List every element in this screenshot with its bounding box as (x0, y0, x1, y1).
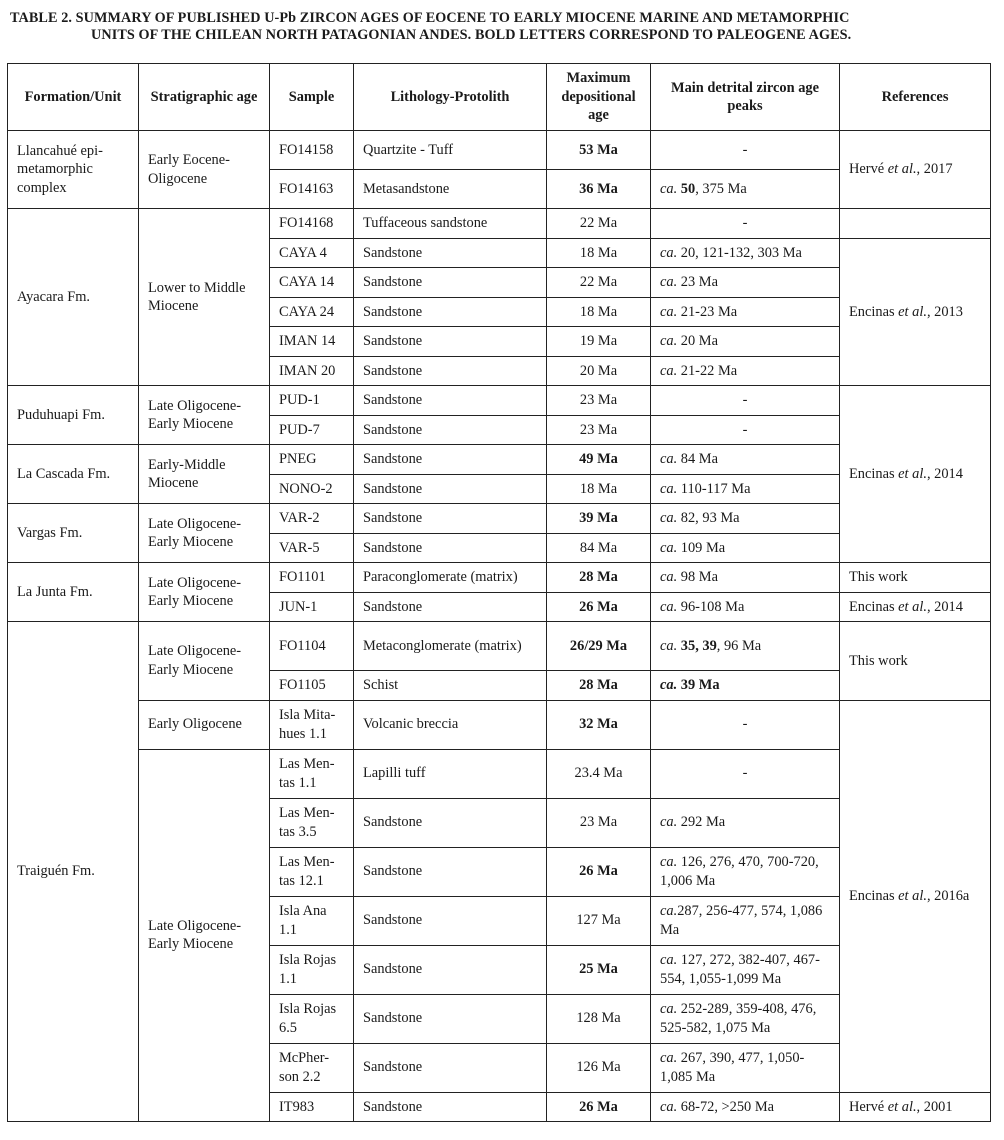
lithology-cell: Sandstone (354, 386, 547, 416)
lithology-cell: Sandstone (354, 238, 547, 268)
lithology-cell: Sandstone (354, 474, 547, 504)
ca-label: ca. (660, 274, 678, 290)
peaks-cell: - (651, 749, 840, 798)
peaks-text: 84 Ma (677, 451, 718, 467)
lithology-cell: Tuffaceous sandstone (354, 209, 547, 239)
peaks-text: 68-72, >250 Ma (677, 1098, 775, 1115)
max-age-cell: 19 Ma (547, 327, 651, 357)
peaks-text: 20 Ma (677, 333, 718, 349)
sample-cell: VAR-5 (270, 533, 354, 563)
ca-label: ca. (660, 480, 678, 497)
strat-age-cell: Lower to Middle Miocene (139, 209, 270, 386)
peaks-text: 21-23 Ma (677, 303, 738, 320)
formation-cell: Puduhuapi Fm. (8, 386, 139, 445)
ca-label: ca. (660, 539, 678, 556)
sample-cell: FO1101 (270, 563, 354, 593)
max-age-cell: 84 Ma (547, 533, 651, 563)
formation-cell: Ayacara Fm. (8, 209, 139, 386)
ref-year: , 2001 (916, 1098, 953, 1115)
peaks-rest: , 375 Ma (695, 180, 747, 197)
max-age-cell: 127 Ma (547, 896, 651, 945)
reference-cell (840, 131, 991, 209)
peaks-cell (651, 1092, 840, 1122)
lithology-cell: Metaconglomerate (matrix) (354, 622, 547, 671)
max-age-cell: 36 Ma (547, 170, 651, 209)
max-age-cell: 26 Ma (547, 847, 651, 896)
caption-line-1: TABLE 2. SUMMARY OF PUBLISHED U-Pb ZIRCON AGES OF EOCENE TO EARLY MIOCENE MARINE AND METAMORPHIC (10, 10, 850, 26)
peaks-cell: - (651, 415, 840, 445)
ca-label: ca. (660, 1001, 678, 1017)
table-row (8, 700, 991, 749)
header-sample: Sample (270, 64, 354, 131)
sample-cell: VAR-2 (270, 504, 354, 534)
ca-label: ca. (660, 903, 678, 919)
peaks-text: 267, 390, 477, 1,050-1,085 Ma (660, 1050, 805, 1085)
sample-cell: Las Men-tas 12.1 (270, 847, 354, 896)
sample-cell: CAYA 14 (270, 268, 354, 298)
peaks-cell (651, 238, 840, 268)
peaks-bold: 50 (680, 180, 696, 197)
header-max-depositional-age: Maximum depositional age (547, 64, 651, 131)
peaks-cell (651, 563, 840, 593)
max-age-cell: 23 Ma (547, 415, 651, 445)
ca-label: ca. (660, 854, 678, 870)
lithology-cell: Sandstone (354, 268, 547, 298)
lithology-cell: Sandstone (354, 356, 547, 386)
max-age-cell: 18 Ma (547, 238, 651, 268)
ref-author: Encinas (849, 303, 895, 320)
peaks-cell: - (651, 131, 840, 170)
reference-cell (840, 386, 991, 563)
formation-cell: Traiguén Fm. (8, 622, 139, 1122)
peaks-cell (651, 170, 840, 209)
ref-author: Hervé (849, 1098, 885, 1115)
peaks-text: 109 Ma (677, 539, 726, 556)
peaks-cell (651, 945, 840, 994)
sample-cell: IT983 (270, 1092, 354, 1122)
peaks-cell (651, 474, 840, 504)
lithology-cell: Metasandstone (354, 170, 547, 209)
reference-cell-empty (840, 209, 991, 239)
max-age-cell: 23 Ma (547, 386, 651, 416)
sample-cell: FO1104 (270, 622, 354, 671)
max-age-cell: 23.4 Ma (547, 749, 651, 798)
ref-et-al: et al. (887, 161, 917, 178)
lithology-cell: Sandstone (354, 896, 547, 945)
reference-cell: This work (840, 563, 991, 593)
table-row (8, 386, 991, 416)
max-age-cell: 126 Ma (547, 1043, 651, 1092)
formation-cell: Vargas Fm. (8, 504, 139, 563)
max-age-cell: 20 Ma (547, 356, 651, 386)
peaks-cell: - (651, 700, 840, 749)
header-lithology: Lithology-Protolith (354, 64, 547, 131)
peaks-cell (651, 356, 840, 386)
lithology-cell: Quartzite - Tuff (354, 131, 547, 170)
peaks-cell (651, 1043, 840, 1092)
strat-age-cell: Late Oligocene-Early Miocene (139, 622, 270, 701)
sample-cell: Isla Rojas 6.5 (270, 994, 354, 1043)
peaks-cell (651, 297, 840, 327)
sample-cell: CAYA 24 (270, 297, 354, 327)
max-age-cell: 28 Ma (547, 563, 651, 593)
peaks-text: 20, 121-132, 303 Ma (677, 244, 802, 261)
max-age-cell: 128 Ma (547, 994, 651, 1043)
peaks-text: 292 Ma (677, 814, 726, 831)
sample-cell: Isla Rojas 1.1 (270, 945, 354, 994)
ref-year: , 2014 (926, 598, 963, 615)
table-caption (10, 10, 994, 44)
sample-cell: FO1105 (270, 671, 354, 701)
ca-label: ca. (660, 637, 678, 654)
table-row (8, 131, 991, 170)
ref-author: Encinas (849, 887, 895, 904)
peaks-cell (651, 798, 840, 847)
ref-author: Encinas (849, 598, 895, 615)
peaks-cell (651, 994, 840, 1043)
peaks-bold: 39 Ma (680, 677, 720, 693)
table-row (8, 622, 991, 671)
ca-label: ca. (660, 814, 678, 831)
ref-et-al: et al. (887, 1098, 917, 1115)
peaks-cell (651, 592, 840, 622)
sample-cell: McPher-son 2.2 (270, 1043, 354, 1092)
ref-et-al: et al. (898, 887, 927, 904)
strat-age-cell: Late Oligocene-Early Miocene (139, 386, 270, 445)
sample-cell: Isla Mita-hues 1.1 (270, 700, 354, 749)
peaks-cell (651, 671, 840, 701)
ref-et-al: et al. (898, 598, 927, 615)
max-age-cell: 53 Ma (547, 131, 651, 170)
ca-label: ca. (660, 598, 678, 615)
sample-cell: Las Men-tas 1.1 (270, 749, 354, 798)
max-age-cell: 26 Ma (547, 1092, 651, 1122)
zircon-ages-table (7, 63, 991, 1122)
ca-label: ca. (660, 180, 678, 197)
max-age-cell: 18 Ma (547, 474, 651, 504)
peaks-cell: - (651, 209, 840, 239)
peaks-cell (651, 622, 840, 671)
ca-label: ca. (660, 1098, 678, 1115)
ca-label: ca. (660, 244, 678, 261)
ref-et-al: et al. (898, 303, 927, 320)
lithology-cell: Sandstone (354, 945, 547, 994)
lithology-cell: Volcanic breccia (354, 700, 547, 749)
lithology-cell: Sandstone (354, 504, 547, 534)
lithology-cell: Sandstone (354, 994, 547, 1043)
reference-cell (840, 700, 991, 1092)
sample-cell: IMAN 14 (270, 327, 354, 357)
peaks-text: 126, 276, 470, 700-720, 1,006 Ma (660, 854, 819, 889)
reference-cell: This work (840, 622, 991, 701)
ca-label: ca. (660, 952, 678, 968)
max-age-cell: 26/29 Ma (547, 622, 651, 671)
header-references: References (840, 64, 991, 131)
caption-line-2: UNITS OF THE CHILEAN NORTH PATAGONIAN ANDES. BOLD LETTERS CORRESPOND TO PALEOGENE AGES. (91, 27, 852, 43)
max-age-cell: 28 Ma (547, 671, 651, 701)
lithology-cell: Sandstone (354, 1043, 547, 1092)
lithology-cell: Sandstone (354, 847, 547, 896)
strat-age-cell: Early Eocene-Oligocene (139, 131, 270, 209)
strat-age-cell: Late Oligocene-Early Miocene (139, 504, 270, 563)
ca-label: ca. (660, 510, 678, 526)
sample-cell: CAYA 4 (270, 238, 354, 268)
max-age-cell: 25 Ma (547, 945, 651, 994)
lithology-cell: Sandstone (354, 1092, 547, 1122)
ref-author: Hervé (849, 161, 885, 178)
lithology-cell: Sandstone (354, 533, 547, 563)
peaks-text: 110-117 Ma (677, 480, 751, 497)
sample-cell: PUD-1 (270, 386, 354, 416)
reference-cell (840, 592, 991, 622)
table-row (8, 563, 991, 593)
peaks-cell (651, 896, 840, 945)
sample-cell: PNEG (270, 445, 354, 475)
ca-label: ca. (660, 1050, 678, 1066)
strat-age-cell: Early Oligocene (139, 700, 270, 749)
header-age-peaks: Main detrital zircon age peaks (651, 64, 840, 131)
lithology-cell: Sandstone (354, 327, 547, 357)
ref-year: , 2013 (926, 303, 963, 320)
max-age-cell: 26 Ma (547, 592, 651, 622)
peaks-text: 96-108 Ma (677, 598, 745, 615)
peaks-text: 21-22 Ma (677, 362, 738, 379)
ca-label: ca. (660, 303, 678, 320)
sample-cell: FO14163 (270, 170, 354, 209)
lithology-cell: Schist (354, 671, 547, 701)
ref-year: , 2017 (916, 161, 953, 178)
strat-age-cell: Early-Middle Miocene (139, 445, 270, 504)
sample-cell: FO14158 (270, 131, 354, 170)
ca-label: ca. (660, 333, 678, 349)
lithology-cell: Sandstone (354, 297, 547, 327)
lithology-cell: Sandstone (354, 445, 547, 475)
table-header-row (8, 64, 991, 131)
peaks-cell (651, 445, 840, 475)
reference-cell (840, 1092, 991, 1122)
lithology-cell: Sandstone (354, 592, 547, 622)
sample-cell: NONO-2 (270, 474, 354, 504)
header-formation: Formation/Unit (8, 64, 139, 131)
peaks-cell (651, 268, 840, 298)
ref-et-al: et al. (898, 465, 927, 482)
max-age-cell: 18 Ma (547, 297, 651, 327)
max-age-cell: 22 Ma (547, 209, 651, 239)
reference-cell (840, 238, 991, 386)
sample-cell: JUN-1 (270, 592, 354, 622)
ca-label: ca. (660, 569, 678, 585)
peaks-text: 23 Ma (677, 274, 718, 290)
peaks-cell (651, 533, 840, 563)
ref-year: , 2014 (926, 465, 963, 482)
formation-cell: Llancahué epi-metamorphic complex (8, 131, 139, 209)
peaks-text: 98 Ma (677, 569, 718, 585)
peaks-text: 82, 93 Ma (677, 510, 740, 526)
peaks-text: 127, 272, 382-407, 467-554, 1,055-1,099 Ma (660, 952, 820, 987)
peaks-text: 287, 256-477, 574, 1,086 Ma (660, 903, 823, 938)
peaks-cell: - (651, 386, 840, 416)
peaks-bold: 35, 39 (680, 637, 717, 654)
peaks-cell (651, 327, 840, 357)
peaks-rest: , 96 Ma (716, 637, 762, 654)
header-stratigraphic-age: Stratigraphic age (139, 64, 270, 131)
lithology-cell: Lapilli tuff (354, 749, 547, 798)
max-age-cell: 39 Ma (547, 504, 651, 534)
lithology-cell: Sandstone (354, 798, 547, 847)
lithology-cell: Paraconglomerate (matrix) (354, 563, 547, 593)
ref-year: , 2016a (926, 887, 970, 904)
sample-cell: Las Men-tas 3.5 (270, 798, 354, 847)
sample-cell: IMAN 20 (270, 356, 354, 386)
peaks-text: 252-289, 359-408, 476, 525-582, 1,075 Ma (660, 1001, 817, 1036)
max-age-cell: 22 Ma (547, 268, 651, 298)
strat-age-cell: Late Oligocene-Early Miocene (139, 563, 270, 622)
max-age-cell: 23 Ma (547, 798, 651, 847)
formation-cell: La Junta Fm. (8, 563, 139, 622)
sample-cell: PUD-7 (270, 415, 354, 445)
ref-author: Encinas (849, 465, 895, 482)
peaks-cell (651, 504, 840, 534)
sample-cell: FO14168 (270, 209, 354, 239)
peaks-cell (651, 847, 840, 896)
ca-label: ca. (660, 451, 678, 467)
table-row (8, 209, 991, 239)
ca-label: ca. (660, 677, 678, 693)
sample-cell: Isla Ana 1.1 (270, 896, 354, 945)
formation-cell: La Cascada Fm. (8, 445, 139, 504)
strat-age-cell: Late Oligocene-Early Miocene (139, 749, 270, 1122)
lithology-cell: Sandstone (354, 415, 547, 445)
max-age-cell: 32 Ma (547, 700, 651, 749)
ca-label: ca. (660, 362, 678, 379)
max-age-cell: 49 Ma (547, 445, 651, 475)
